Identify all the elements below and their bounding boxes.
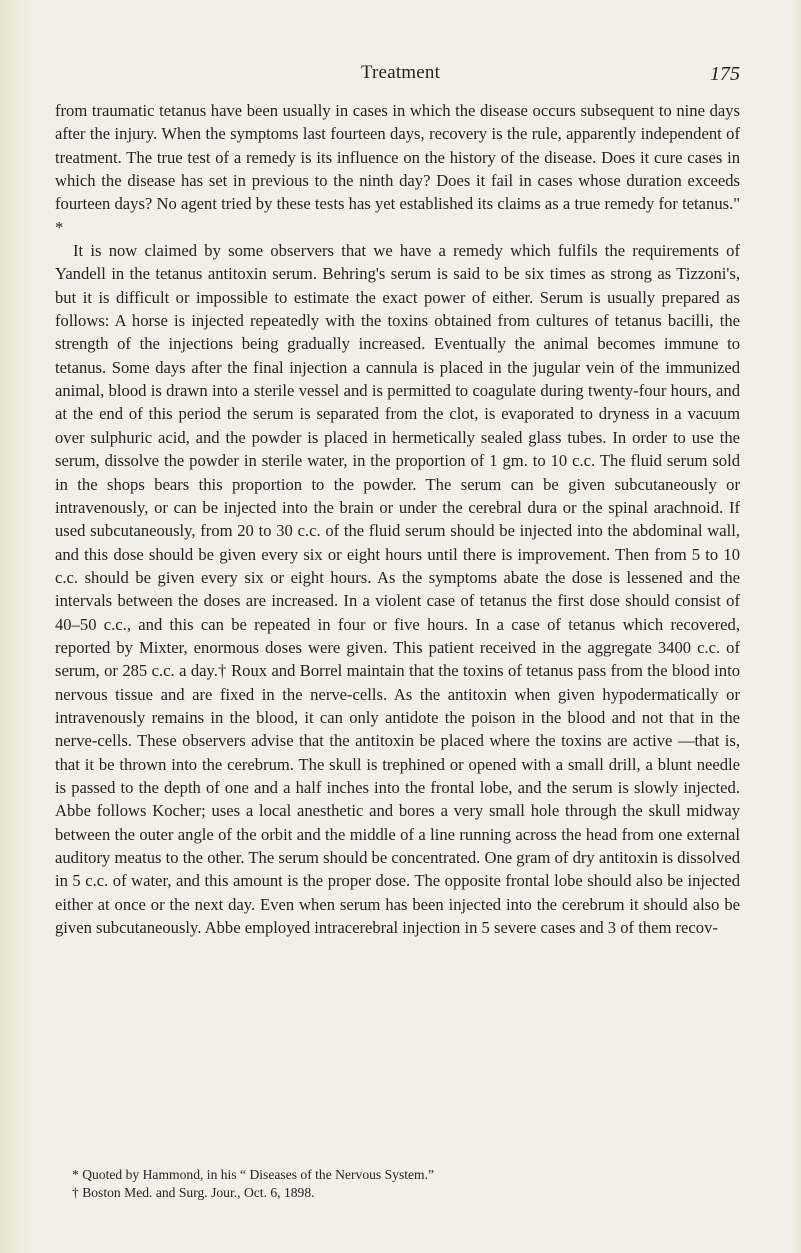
paragraph-continuation: from traumatic tetanus have been usually in cases in which the disease occurs subsequent to nine days after the injury. When the symptoms last fourteen days, recovery is the rule, apparently independent of treatment. The true test of a remedy is its influence on the history of the disease. Does it cure cases in which the disease has set in previous to the ninth day? Does it fail in cases whose duration exceeds fourteen days? No agent tried by these tests has yet established its claims as a true remedy for tetanus." * xyxy=(55,101,740,237)
paragraph-antitoxin: It is now claimed by some observers that we have a remedy which fulfils the requirements of Yandell in the tetanus antitoxin serum. Behring's serum is said to be six times as strong as Tizzoni's, but it is difficult or impossible to estimate the exact power of either. Serum is usually prepared as follows: A horse is injected repeatedly with the toxins obtained from cultures of tetanus bacilli, the strength of the injections being gradually increased. Eventually the animal becomes immune to tetanus. Some days after the final injection a cannula is placed in the jugular vein of the immunized animal, blood is drawn into a sterile vessel and is permitted to coagulate during twenty-four hours, and at the end of this period the serum is separated from the clot, is evaporated to dryness in a vacuum over sulphuric acid, and the powder is placed in hermetically sealed glass tubes. In order to use the serum, dissolve the powder in sterile water, in the proportion of 1 gm. to 10 c.c. The fluid serum sold in the shops bears this proportion to the powder. The serum can be given subcutaneously or intravenously, or can be injected into the brain or under the cerebral dura or the spinal arachnoid. If used subcutaneously, from 20 to 30 c.c. of the fluid serum should be injected into the abdominal wall, and this dose should be given every six or eight hours until there is improvement. Then from 5 to 10 c.c. should be given every six or eight hours. As the symptoms abate the dose is lessened and the intervals between the doses are increased. In a violent case of tetanus the first dose should consist of 40–50 c.c., and this can be repeated in four or five hours. In a case of tetanus which recovered, reported by Mixter, enormous doses were given. This patient received in the aggregate 3400 c.c. of serum, or 285 c.c. a day.† Roux and Borrel maintain that the toxins of tetanus pass from the blood into nervous tissue and are fixed in the nerve-cells. As the antitoxin when given hypodermatically or intravenously remains in the blood, it can only antidote the poison in the blood and not that in the nerve-cells. These observers advise that the antitoxin be placed where the toxins are active —that is, that it be thrown into the cerebrum. The skull is trephined or opened with a small drill, a blunt needle is passed to the depth of one and a half inches into the frontal lobe, and the serum is slowly injected. Abbe follows Kocher; uses a local anesthetic and bores a very small hole through the skull midway between the outer angle of the orbit and the middle of a line running across the head from one external auditory meatus to the other. The serum should be concentrated. One gram of dry antitoxin is dissolved in 5 c.c. of water, and this amount is the proper dose. The opposite frontal lobe should also be injected either at once or the next day. Even when serum has been injected into the cerebrum it should also be given subcutaneously. Abbe employed intracerebral injection in 5 severe cases and 3 of them recov- xyxy=(55,241,740,938)
footnote-hammond: * Quoted by Hammond, in his “ Diseases of the Nervous System.” xyxy=(72,1167,435,1182)
running-title: Treatment xyxy=(360,62,441,83)
body-text xyxy=(55,99,740,939)
running-header xyxy=(0,60,801,90)
page-gutter-shadow xyxy=(0,0,34,1253)
footnotes xyxy=(55,1166,740,1202)
page-edge xyxy=(791,0,801,1253)
page-number: 175 xyxy=(710,63,740,85)
footnote-boston-journal: † Boston Med. and Surg. Jour., Oct. 6, 1898. xyxy=(72,1185,315,1200)
